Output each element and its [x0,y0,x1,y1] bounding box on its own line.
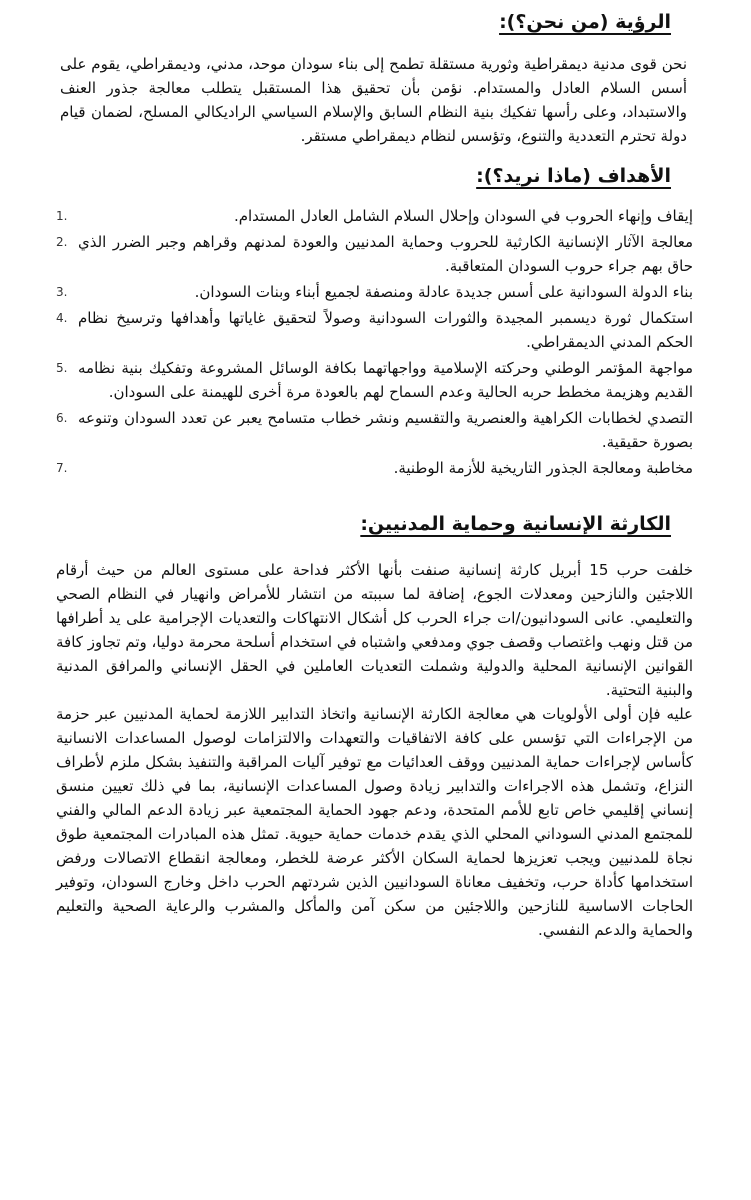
goal-item [56,406,693,454]
goal-number: 3. [56,285,68,299]
goal-item [56,230,693,278]
goal-number: 5. [56,361,68,375]
goal-number: 7. [56,461,68,475]
goal-text: التصدي لخطابات الكراهية والعنصرية والتقسيم ونشر خطاب متسامح يعبر عن تعدد السودان وتنوعه بصورة حقيقية. [78,409,693,451]
goal-number: 4. [56,311,68,325]
goal-text: مواجهة المؤتمر الوطني وحركته الإسلامية وواجهاتهما بكافة الوسائل المشروعة وتفكيك بنية نظامه القديم وهزيمة مخطط حربه الحالية وعدم السماح لهم بالعودة مرة أخرى للهيمنة على السودان. [78,359,693,401]
catastrophe-paragraph-2: عليه فإن أولى الأولويات هي معالجة الكارثة الإنسانية واتخاذ التدابير اللازمة لحماية المدنيين عبر حزمة من الإجراءات التي تؤسس على كافة الاتفاقيات والتعهدات والالتزامات لوصول المساعدات الانسانية كأساس لإجراءات حماية المدنيين ووقف العدائيات مع توفير آليات المراقبة والتنفيذ بشكل ملزم لأطراف النزاع، وتشمل هذه الاجراءات والتدابير زيادة وصول المساعدات الإنسانية، بما في ذلك تعيين منسق إنساني إقليمي خاص تابع للأمم المتحدة، ودعم جهود الحماية المجتمعية عبر زيادة الدعم المالي والفني للمجتمع المدني السوداني المحلي الذي يقدم خدمات حماية حيوية. تمثل هذه المبادرات المجتمعية طوق نجاة للمدنيين ويجب تعزيزها لحماية السكان الأكثر عرضة للخطر، ومعالجة انقطاع الاتصالات ورفض استخدامها كأداة حرب، وتخفيف معاناة السودانيين الذين شردتهم الحرب داخل وخارج السودان، وتوفير الحاجات الاساسية للنازحين واللاجئين من سكن آمن والمأكل والمشرب والرعاية الصحية والتعليم والحماية والدعم النفسي. [56,705,693,939]
vision-paragraph: نحن قوى مدنية ديمقراطية وثورية مستقلة تطمح إلى بناء سودان موحد، مدني، وديمقراطي، يقوم على أسس السلام العادل والمستدام. نؤمن بأن تحقيق هذا المستقبل يتطلب معالجة جذور العنف والاستبداد، وعلى رأسها تفكيك بنية النظام السابق والإسلام السياسي الراديكالي المسلح، لضمان قيام دولة تحترم التعددية والتنوع، وتؤسس لنظام ديمقراطي مستقر. [60,55,687,145]
goal-item [56,356,693,404]
goal-text: استكمال ثورة ديسمبر المجيدة والثورات السودانية وصولاً لتحقيق غاياتها وأهدافها وترسيخ نظام الحكم المدني الديمقراطي. [78,309,693,351]
goal-number: 1. [56,209,68,223]
goal-text: إيقاف وإنهاء الحروب في السودان وإحلال السلام الشامل العادل المستدام. [233,207,693,225]
goal-number: 2. [56,235,68,249]
goals-heading: الأهداف (ماذا نريد؟): [476,165,671,187]
goal-item [56,280,693,304]
goal-text: معالجة الآثار الإنسانية الكارثية للحروب وحماية المدنيين والعودة لمدنهم وقراهم وجبر الضرر الذي حاق بهم جراء حروب السودان المتعاقبة. [78,233,693,275]
goal-text: بناء الدولة السودانية على أسس جديدة عادلة ومنصفة لجميع أبناء وبنات السودان. [194,283,693,301]
goal-item [56,456,693,480]
goals-list [56,204,693,480]
catastrophe-heading: الكارثة الإنسانية وحماية المدنيين: [360,513,671,535]
catastrophe-paragraph-1: خلفت حرب 15 أبريل كارثة إنسانية صنفت بأنها الأكثر فداحة على مستوى العالم من حيث أرقام اللاجئين والنازحين ومعدلات الجوع، إضافة لما سببته من انتشار للأمراض وانهيار في النظام الصحي والتعليمي. عانى السودانيون/ات جراء الحرب كل أشكال الانتهاكات والتعديات الإجرامية على يد أطرافها من قتل ونهب واغتصاب وقصف جوي ومدفعي واشتباه في استخدام أسلحة محرمة دوليا، وتم تجاوز كافة القوانين الإنسانية المحلية والدولية وشملت التعديات العاملين في الحقل الإنساني والمرافق المدنية والبنية التحتية. [56,561,693,699]
goal-item [56,306,693,354]
goal-number: 6. [56,411,68,425]
goal-text: مخاطبة ومعالجة الجذور التاريخية للأزمة الوطنية. [393,459,693,477]
vision-heading: الرؤية (من نحن؟): [499,11,671,33]
goal-item [56,204,693,228]
